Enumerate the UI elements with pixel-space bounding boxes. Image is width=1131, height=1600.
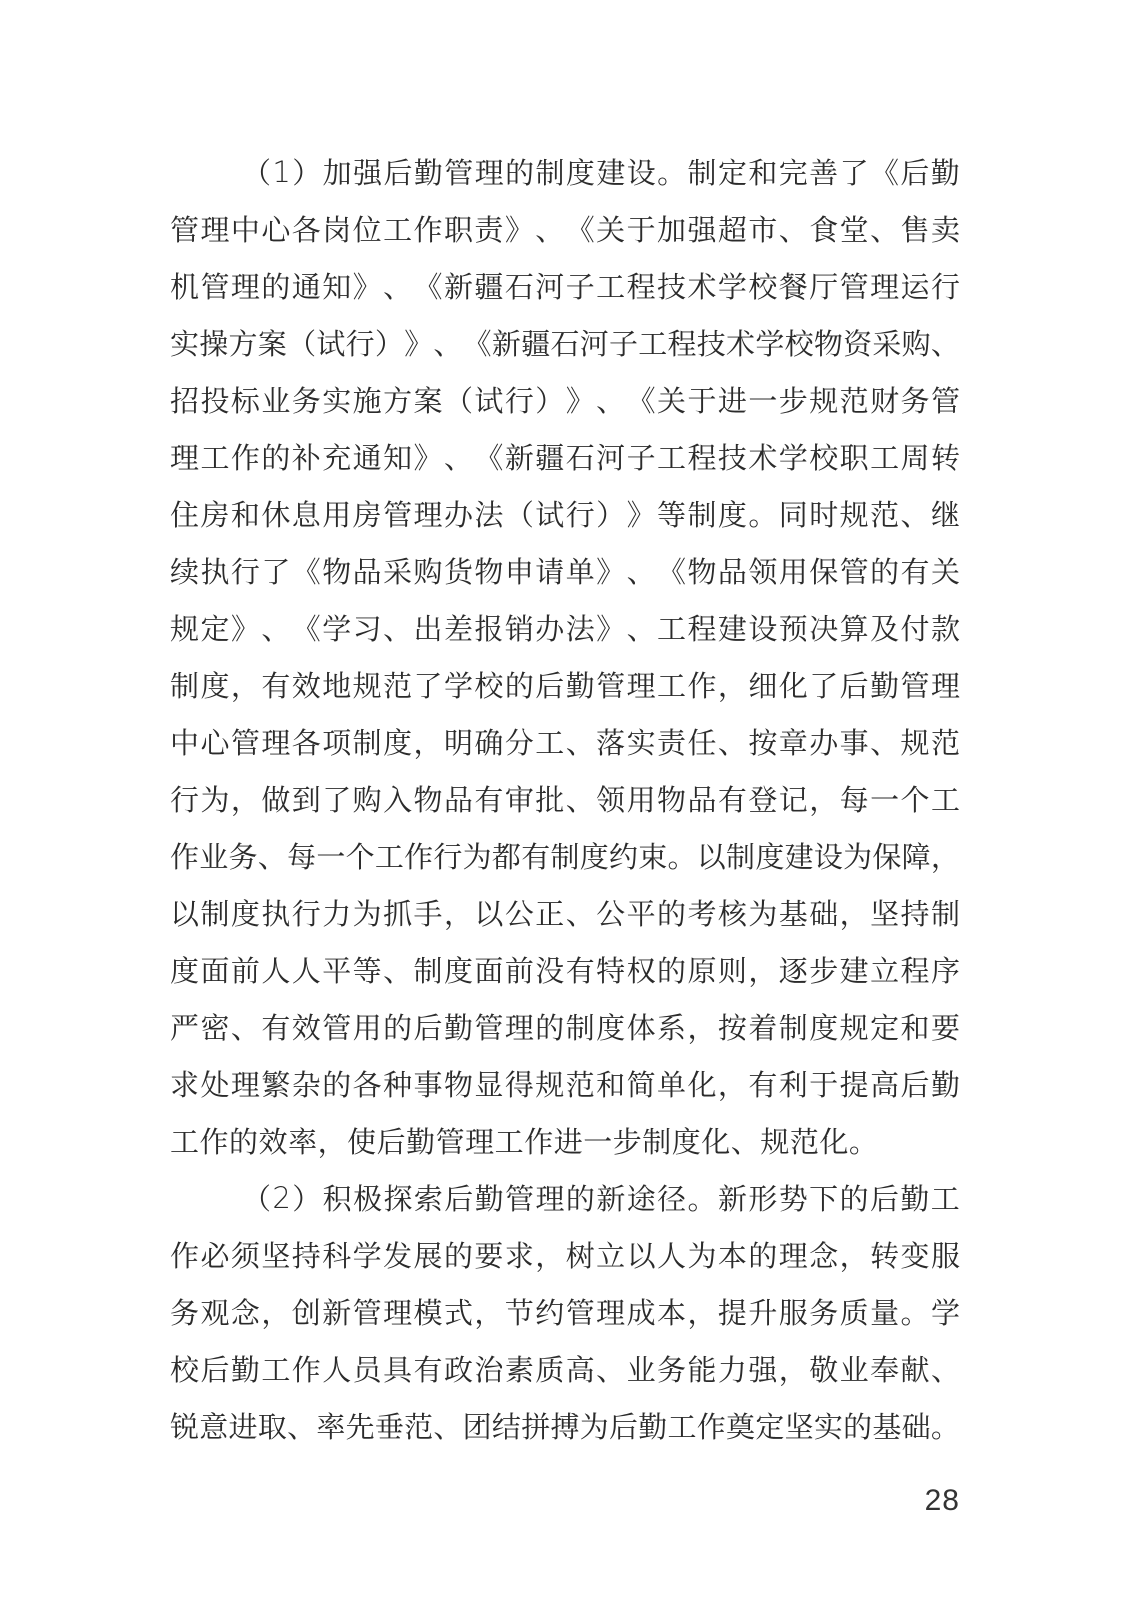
text-line: 作 业 务 、 每 一 个 工 作 行 为 都 有 制 度 约 束 。 以 制 度 建 设 为 保 障 ，	[170, 840, 960, 874]
text-line: 严 密 、 有 效 管 用 的 后 勤 管 理 的 制 度 体 系 ， 按 着 制 度 规 定 和 要	[170, 1011, 960, 1045]
page-number: 28	[924, 1484, 960, 1517]
text-line: 中 心 管 理 各 项 制 度 ， 明 确 分 工 、 落 实 责 任 、 按 章 办 事 、 规 范	[170, 726, 960, 760]
text-line: 行 为 ， 做 到 了 购 入 物 品 有 审 批 、 领 用 物 品 有 登 记 ， 每 一 个 工	[170, 783, 960, 817]
text-line: （ 2 ） 积 极 探 索 后 勤 管 理 的 新 途 径 。 新 形 势 下 的 后 勤 工	[242, 1180, 960, 1216]
text-line: 实 操 方 案 （ 试 行 ） 》 、 《 新 疆 石 河 子 工 程 技 术 学 校 物 资 采 购 、	[170, 327, 960, 361]
text-line: 理 工 作 的 补 充 通 知 》 、 《 新 疆 石 河 子 工 程 技 术 学 校 职 工 周 转	[170, 441, 960, 475]
text-line: 校 后 勤 工 作 人 员 具 有 政 治 素 质 高 、 业 务 能 力 强 ， 敬 业 奉 献 、	[170, 1353, 960, 1387]
text-line: 住 房 和 休 息 用 房 管 理 办 法 （ 试 行 ） 》 等 制 度 。 同 时 规 范 、 继	[170, 498, 960, 532]
text-line: 作 必 须 坚 持 科 学 发 展 的 要 求 ， 树 立 以 人 为 本 的 理 念 ， 转 变 服	[170, 1239, 960, 1273]
text-line: 度 面 前 人 人 平 等 、 制 度 面 前 没 有 特 权 的 原 则 ， 逐 步 建 立 程 序	[170, 954, 960, 988]
text-line: 以 制 度 执 行 力 为 抓 手 ， 以 公 正 、 公 平 的 考 核 为 基 础 ， 坚 持 制	[170, 897, 960, 931]
text-line: 机 管 理 的 通 知 》 、 《 新 疆 石 河 子 工 程 技 术 学 校 餐 厅 管 理 运 行	[170, 270, 960, 304]
text-line: 管 理 中 心 各 岗 位 工 作 职 责 》 、 《 关 于 加 强 超 市 、 食 堂 、 售 卖	[170, 213, 960, 247]
text-line: 招 投 标 业 务 实 施 方 案 （ 试 行 ） 》 、 《 关 于 进 一 步 规 范 财 务 管	[170, 384, 960, 418]
text-line: （ 1 ） 加 强 后 勤 管 理 的 制 度 建 设 。 制 定 和 完 善 了 《 后 勤	[242, 154, 960, 190]
text-line: 规 定 》 、 《 学 习 、 出 差 报 销 办 法 》 、 工 程 建 设 预 决 算 及 付 款	[170, 612, 960, 646]
text-line: 制 度 ， 有 效 地 规 范 了 学 校 的 后 勤 管 理 工 作 ， 细 化 了 后 勤 管 理	[170, 669, 960, 703]
text-line: 求 处 理 繁 杂 的 各 种 事 物 显 得 规 范 和 简 单 化 ， 有 利 于 提 高 后 勤	[170, 1068, 960, 1102]
text-line: 工 作 的 效 率 ， 使 后 勤 管 理 工 作 进 一 步 制 度 化 、 规 范 化 。	[170, 1125, 879, 1159]
text-block	[170, 143, 960, 1454]
text-line: 务 观 念 ， 创 新 管 理 模 式 ， 节 约 管 理 成 本 ， 提 升 服 务 质 量 。 学	[170, 1296, 960, 1330]
text-line: 锐 意 进 取 、 率 先 垂 范 、 团 结 拼 搏 为 后 勤 工 作 奠 定 坚 实 的 基 础 。	[170, 1410, 960, 1444]
text-line: 续 执 行 了 《 物 品 采 购 货 物 申 请 单 》 、 《 物 品 领 用 保 管 的 有 关	[170, 555, 960, 589]
